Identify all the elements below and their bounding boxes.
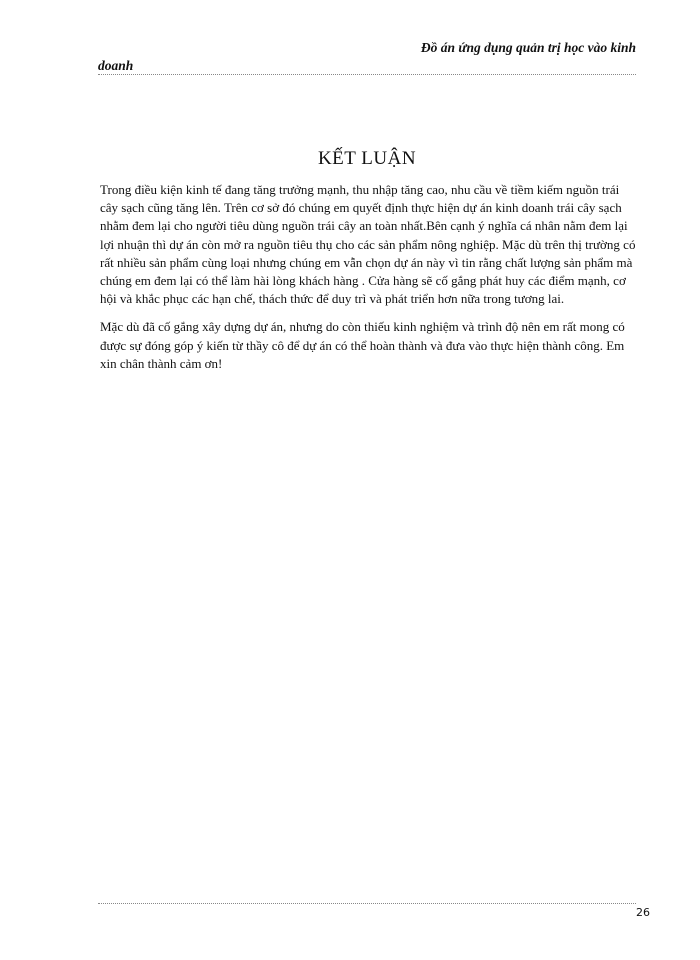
page-header [98, 40, 636, 76]
paragraph-1: Trong điều kiện kinh tế đang tăng trưởng mạnh, thu nhập tăng cao, nhu cầu về tiềm kiếm nguồn trái cây sạch cũng tăng lên. Trên cơ sở đó chúng em quyết định thực hiện dự án kinh doanh trái cây sạch nhằm đem lại cho người tiêu dùng nguồn trái cây an toàn nhất.Bên cạnh ý nghĩa cá nhân nằm đem lại lợi nhuận thì dự án còn mở ra nguồn tiêu thụ cho các sản phẩm nông nghiệp. Mặc dù trên thị trường có rất nhiều sản phẩm cùng loại nhưng chúng em vẫn chọn dự án này vì tin rằng chất lượng sản phẩm mà chúng em đem lại có thể làm hài lòng khách hàng . Cửa hàng sẽ cố gắng phát huy các điểm mạnh, cơ hội và khắc phục các hạn chế, thách thức để duy trì và phát triển hơn nữa trong tương lai. [100, 182, 636, 307]
header-title-line2: doanh [98, 58, 134, 73]
header-title-line1: Đồ án ứng dụng quản trị học vào kinh [420, 40, 636, 55]
page-number: 26 [636, 906, 650, 919]
paragraph-2: Mặc dù đã cố gắng xây dựng dự án, nhưng do còn thiếu kinh nghiệm và trình độ nên em rất mong có được sự đóng góp ý kiến từ thầy cô để dự án có thể hoàn thành và đưa vào thực hiện thành công. Em xin chân thành cảm ơn! [100, 319, 625, 371]
footer-divider [98, 903, 636, 904]
page-title: KẾT LUẬN [317, 148, 417, 169]
body-content [100, 181, 636, 383]
header-divider [98, 74, 636, 75]
